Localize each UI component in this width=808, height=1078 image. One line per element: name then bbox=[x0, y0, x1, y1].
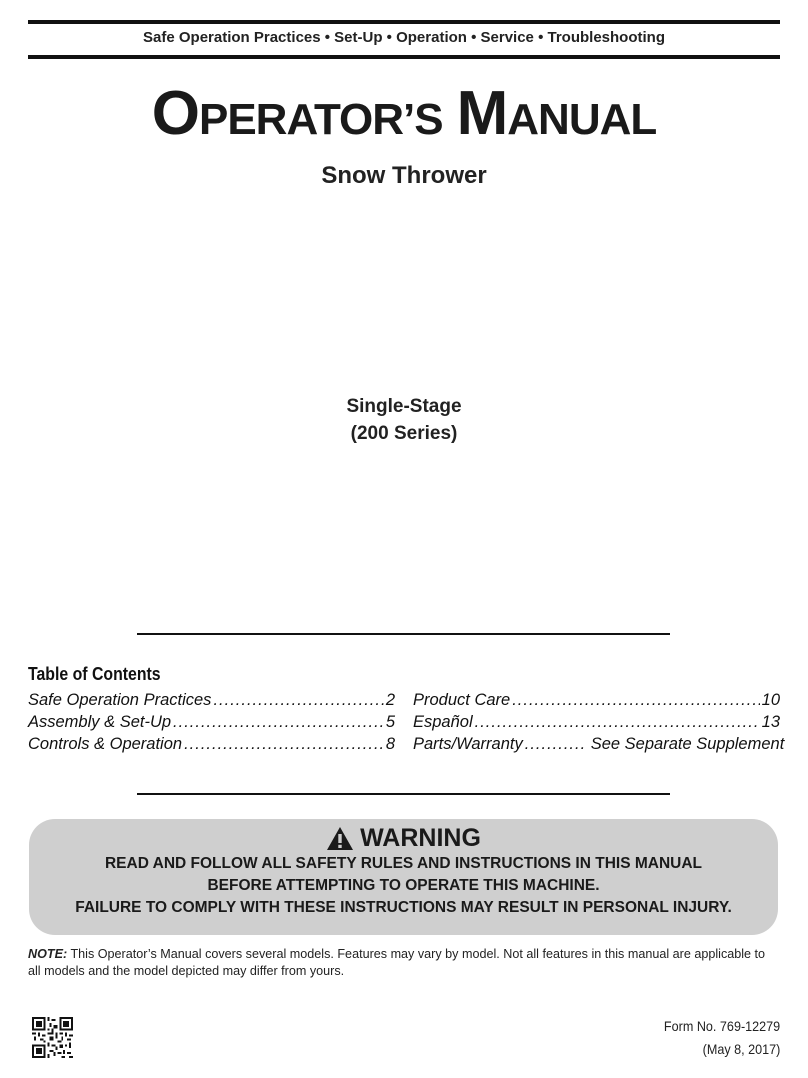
warning-triangle-icon bbox=[326, 826, 354, 851]
warning-line-2: BEFORE ATTEMPTING TO OPERATE THIS MACHINE. bbox=[207, 877, 600, 894]
toc-right-column bbox=[413, 691, 785, 757]
toc-top-divider bbox=[137, 633, 670, 635]
toc-title: Table of Contents bbox=[28, 664, 161, 684]
qr-code-icon bbox=[32, 1017, 73, 1058]
form-number: Form No. 769-12279 bbox=[663, 1018, 780, 1034]
warning-line-1: READ AND FOLLOW ALL SAFETY RULES AND INSTRUCTIONS IN THIS MANUAL bbox=[104, 855, 703, 872]
toc-entry[interactable]: Parts/Warranty ..... See Separate Supplement bbox=[413, 735, 780, 757]
model-line-1: Single-Stage bbox=[346, 396, 462, 417]
product-subtitle: Snow Thrower bbox=[321, 162, 487, 189]
warning-line-3: FAILURE TO COMPLY WITH THESE INSTRUCTIONS MAY RESULT IN PERSONAL INJURY. bbox=[75, 899, 732, 916]
toc-entry[interactable]: Assembly & Set-Up ..... 5 bbox=[28, 713, 395, 735]
warning-heading: WARNING bbox=[29, 824, 778, 853]
toc-entry[interactable]: Español ..... 13 bbox=[413, 713, 780, 735]
toc-left-column bbox=[28, 691, 395, 757]
model-note: NOTE: This Operator’s Manual covers several models. Features may vary by model. Not all features in this manual are applicable to all models and the model depicted may differ from yours. bbox=[28, 947, 766, 978]
header-topics: Safe Operation Practices • Set-Up • Operation • Service • Troubleshooting bbox=[143, 29, 665, 46]
form-date: (May 8, 2017) bbox=[702, 1041, 780, 1057]
model-line-2: (200 Series) bbox=[350, 423, 458, 444]
header-rule bbox=[28, 55, 780, 59]
top-rule bbox=[28, 20, 780, 24]
toc-bottom-divider bbox=[137, 793, 670, 795]
toc-entry[interactable]: Safe Operation Practices ..... 2 bbox=[28, 691, 395, 713]
toc-entry[interactable]: Product Care ..... 10 bbox=[413, 691, 780, 713]
page-title: OPERATOR’S MANUAL bbox=[151, 79, 657, 148]
warning-box bbox=[29, 819, 778, 935]
toc-entry[interactable]: Controls & Operation ..... 8 bbox=[28, 735, 395, 757]
